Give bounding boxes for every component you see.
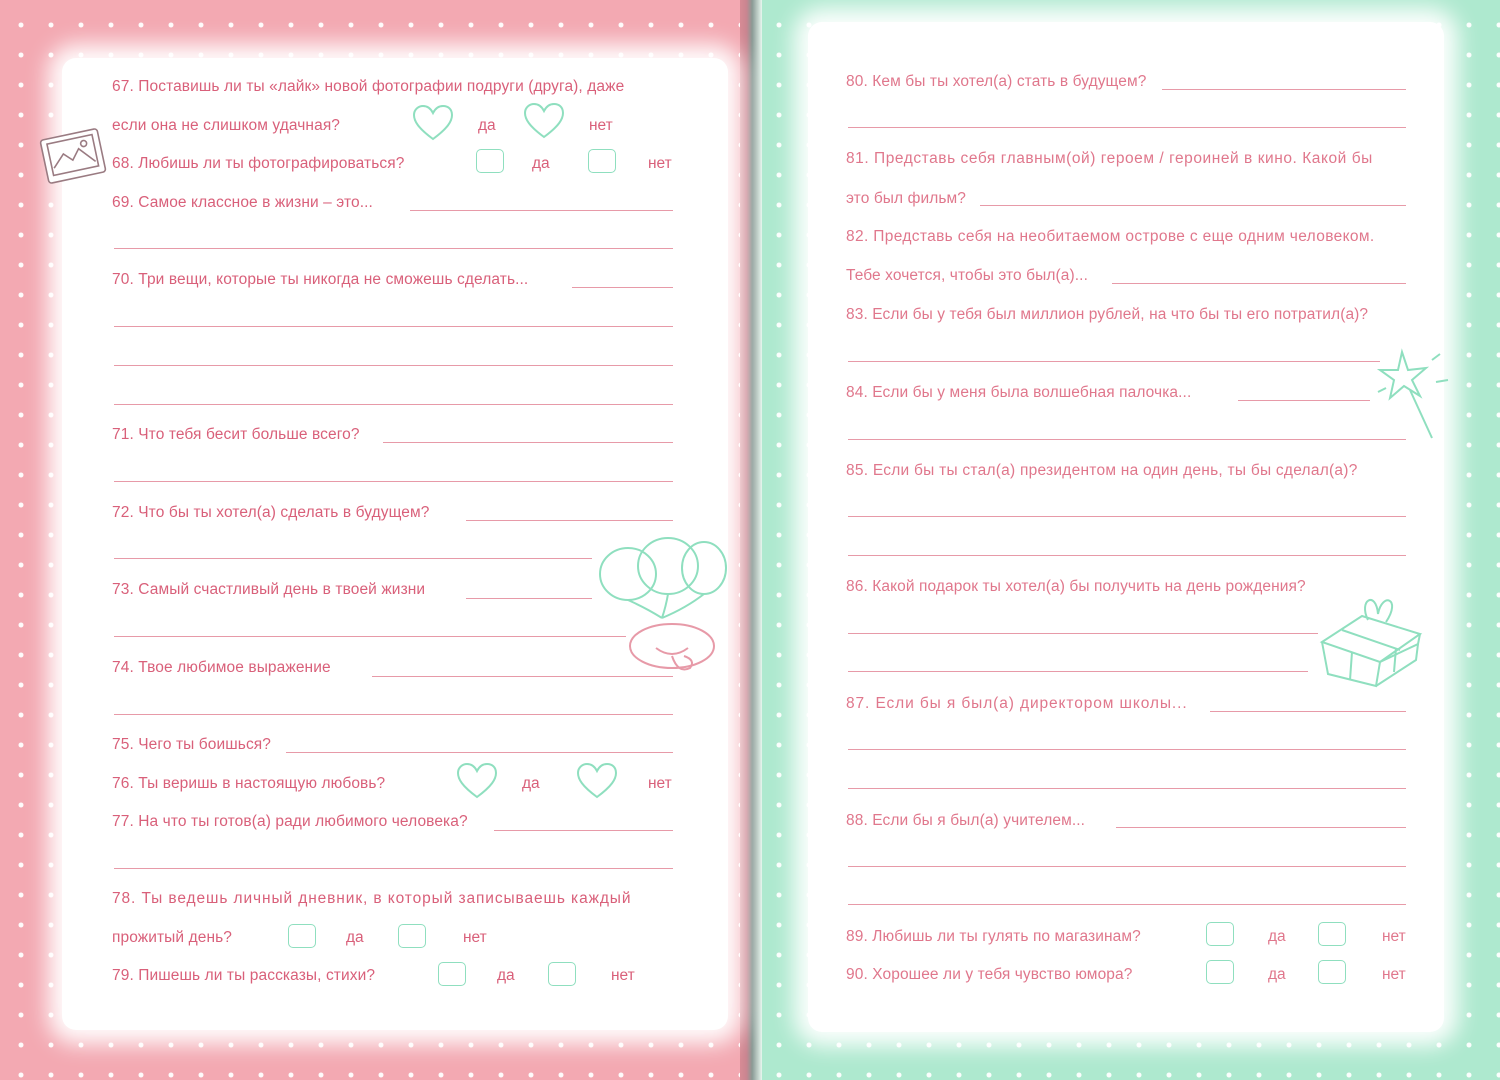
answer-line[interactable] xyxy=(1238,400,1370,401)
yes-checkbox[interactable] xyxy=(438,962,466,986)
question-69: 69. Самое классное в жизни – это... xyxy=(112,194,373,211)
answer-yes-label: да xyxy=(522,775,540,792)
question-89: 89. Любишь ли ты гулять по магазинам? xyxy=(846,928,1141,945)
question-76: 76. Ты веришь в настоящую любовь? xyxy=(112,775,386,792)
answer-no-label: нет xyxy=(648,155,672,172)
answer-line[interactable] xyxy=(848,866,1406,867)
question-78-line-1: 78. Ты ведешь личный дневник, в который записываешь каждый xyxy=(112,890,632,907)
question-81-line-1: 81. Представь себя главным(ой) героем / героиней в кино. Какой бы xyxy=(846,150,1373,167)
question-88: 88. Если бы я был(а) учителем... xyxy=(846,812,1086,829)
no-checkbox[interactable] xyxy=(1318,922,1346,946)
answer-yes-label: да xyxy=(1268,966,1286,983)
answer-yes-label: да xyxy=(478,117,496,134)
answer-line[interactable] xyxy=(848,749,1406,750)
question-82-line-2: Тебе хочется, чтобы это был(а)... xyxy=(846,267,1088,284)
question-71: 71. Что тебя бесит больше всего? xyxy=(112,426,360,443)
question-78-line-2: прожитый день? xyxy=(112,929,233,946)
no-checkbox[interactable] xyxy=(398,924,426,948)
heart-icon[interactable] xyxy=(576,762,618,800)
answer-line[interactable] xyxy=(1116,827,1406,828)
answer-line[interactable] xyxy=(410,210,673,211)
answer-line[interactable] xyxy=(466,598,592,599)
question-68: 68. Любишь ли ты фотографироваться? xyxy=(112,155,405,172)
yes-checkbox[interactable] xyxy=(1206,922,1234,946)
question-67-line-2: если она не слишком удачная? xyxy=(112,117,341,134)
no-checkbox[interactable] xyxy=(1318,960,1346,984)
answer-line[interactable] xyxy=(466,520,673,521)
answer-line[interactable] xyxy=(848,633,1318,634)
answer-line[interactable] xyxy=(114,404,673,405)
right-questionnaire-card xyxy=(808,22,1444,1032)
question-86: 86. Какой подарок ты хотел(а) бы получить на день рождения? xyxy=(846,578,1306,595)
answer-yes-label: да xyxy=(532,155,550,172)
answer-line[interactable] xyxy=(114,868,673,869)
answer-no-label: нет xyxy=(1382,928,1406,945)
question-73: 73. Самый счастливый день в твоей жизни xyxy=(112,581,426,598)
answer-line[interactable] xyxy=(383,442,673,443)
answer-line[interactable] xyxy=(114,558,592,559)
answer-line[interactable] xyxy=(286,752,673,753)
answer-line[interactable] xyxy=(1210,711,1406,712)
answer-no-label: нет xyxy=(463,929,487,946)
question-85: 85. Если бы ты стал(а) президентом на один день, ты бы сделал(а)? xyxy=(846,462,1358,479)
answer-line[interactable] xyxy=(848,127,1406,128)
question-90: 90. Хорошее ли у тебя чувство юмора? xyxy=(846,966,1133,983)
question-83: 83. Если бы у тебя был миллион рублей, на что бы ты его потратил(а)? xyxy=(846,306,1369,323)
question-77: 77. На что ты готов(а) ради любимого человека? xyxy=(112,813,468,830)
yes-checkbox[interactable] xyxy=(476,149,504,173)
question-72: 72. Что бы ты хотел(а) сделать в будущем? xyxy=(112,504,430,521)
yes-checkbox[interactable] xyxy=(288,924,316,948)
no-checkbox[interactable] xyxy=(548,962,576,986)
answer-line[interactable] xyxy=(114,365,673,366)
answer-line[interactable] xyxy=(114,248,673,249)
answer-line[interactable] xyxy=(848,516,1406,517)
question-84: 84. Если бы у меня была волшебная палочка... xyxy=(846,384,1192,401)
answer-line[interactable] xyxy=(848,439,1406,440)
question-82-line-1: 82. Представь себя на необитаемом острове с еще одним человеком. xyxy=(846,228,1375,245)
question-80: 80. Кем бы ты хотел(а) стать в будущем? xyxy=(846,73,1147,90)
answer-line[interactable] xyxy=(848,788,1406,789)
heart-icon[interactable] xyxy=(456,762,498,800)
question-79: 79. Пишешь ли ты рассказы, стихи? xyxy=(112,967,376,984)
answer-line[interactable] xyxy=(114,636,626,637)
answer-line[interactable] xyxy=(114,714,673,715)
photo-frame-icon xyxy=(34,124,112,188)
gift-box-icon xyxy=(1316,582,1428,692)
heart-icon[interactable] xyxy=(523,102,565,140)
question-75: 75. Чего ты боишься? xyxy=(112,736,272,753)
answer-line[interactable] xyxy=(1112,283,1406,284)
answer-yes-label: да xyxy=(497,967,515,984)
answer-no-label: нет xyxy=(1382,966,1406,983)
balloons-icon xyxy=(596,528,736,688)
answer-line[interactable] xyxy=(848,361,1380,362)
answer-line[interactable] xyxy=(114,481,673,482)
answer-no-label: нет xyxy=(611,967,635,984)
answer-line[interactable] xyxy=(1162,89,1406,90)
no-checkbox[interactable] xyxy=(588,149,616,173)
question-87: 87. Если бы я был(а) директором школы... xyxy=(846,695,1188,712)
heart-icon[interactable] xyxy=(412,104,454,142)
answer-line[interactable] xyxy=(848,904,1406,905)
answer-line[interactable] xyxy=(572,287,673,288)
answer-line[interactable] xyxy=(848,555,1406,556)
answer-line[interactable] xyxy=(848,671,1308,672)
question-74: 74. Твое любимое выражение xyxy=(112,659,331,676)
magic-wand-icon xyxy=(1372,346,1454,442)
answer-line[interactable] xyxy=(980,205,1406,206)
answer-no-label: нет xyxy=(648,775,672,792)
answer-yes-label: да xyxy=(346,929,364,946)
answer-line[interactable] xyxy=(494,830,673,831)
question-81-line-2: это был фильм? xyxy=(846,190,966,207)
yes-checkbox[interactable] xyxy=(1206,960,1234,984)
question-70: 70. Три вещи, которые ты никогда не сможешь сделать... xyxy=(112,271,529,288)
answer-line[interactable] xyxy=(372,676,673,677)
question-67-line-1: 67. Поставишь ли ты «лайк» новой фотографии подруги (друга), даже xyxy=(112,78,625,95)
answer-no-label: нет xyxy=(589,117,613,134)
answer-yes-label: да xyxy=(1268,928,1286,945)
book-spine xyxy=(740,0,762,1080)
answer-line[interactable] xyxy=(114,326,673,327)
